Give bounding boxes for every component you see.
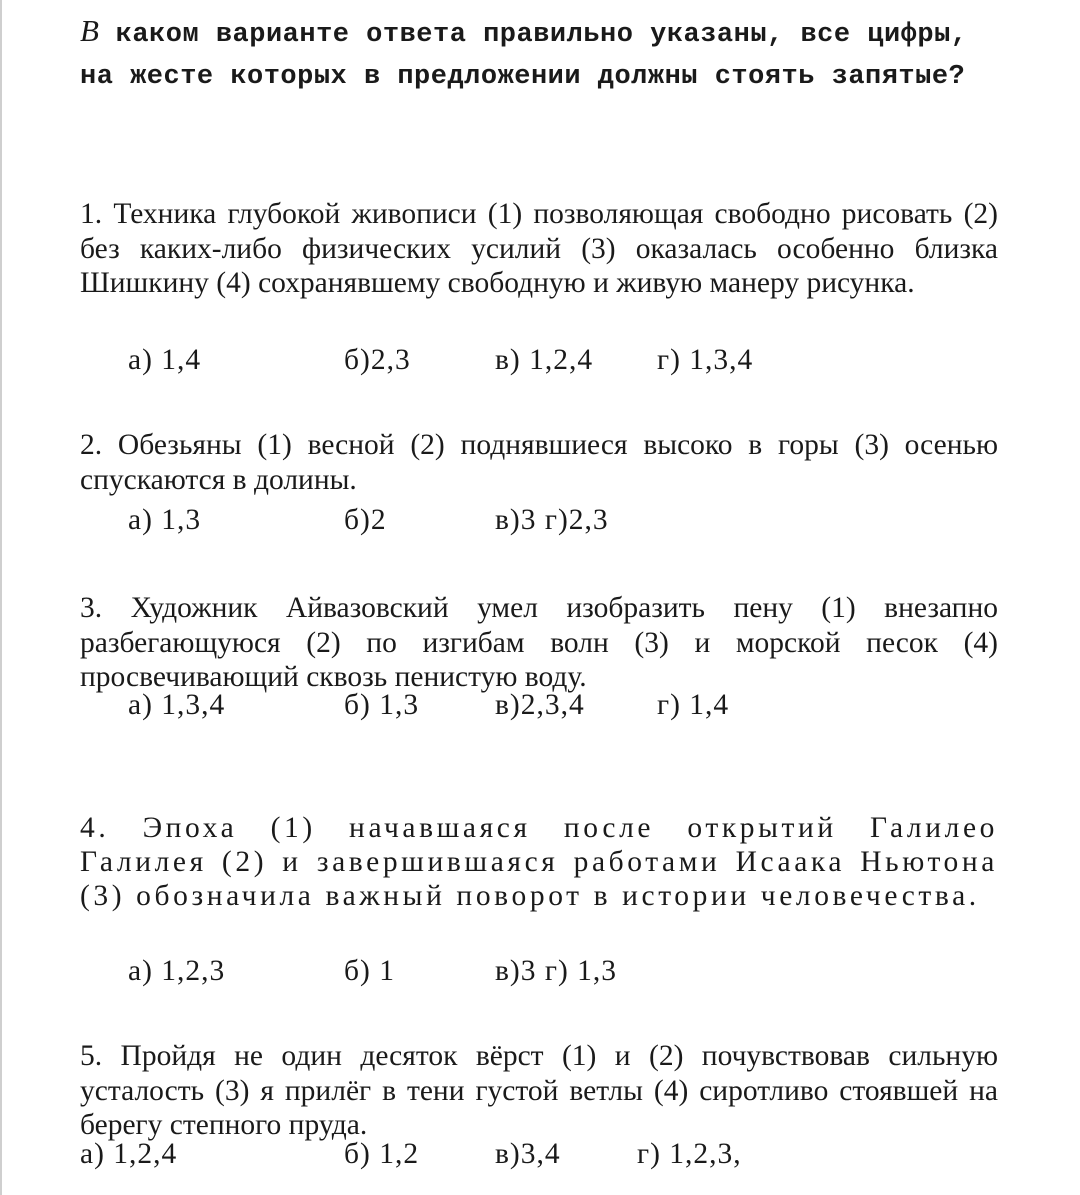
item-1-text: 1. Техника глубокой живописи (1) позволяющая свободно рисовать (2) без каких-либо физических усилий (3) оказалась особенно близка Шишкину (4) сохранявшему свободную и живую манеру рисунка. xyxy=(80,198,998,299)
page-edge-rule xyxy=(0,0,2,1195)
item-2-options xyxy=(0,502,1080,538)
item-1-option-b: б)2,3 xyxy=(344,344,411,376)
item-3-option-c: в)2,3,4 xyxy=(495,689,585,721)
item-2-option-b: б)2 xyxy=(344,504,387,536)
item-1-option-a: а) 1,4 xyxy=(128,344,202,376)
question-lead-letter: В xyxy=(80,13,99,48)
item-4-option-b: б) 1 xyxy=(344,955,395,987)
item-1-option-c: в) 1,2,4 xyxy=(495,344,594,376)
item-4-options xyxy=(0,953,1080,989)
item-1-option-d: г) 1,3,4 xyxy=(657,344,754,376)
item-4-text: 4. Эпоха (1) начавшаяся после открытий Галилео Галилея (2) и завершившаяся работами Исаака Ньютона (3) обозначила важный поворот в истории человечества. xyxy=(80,812,998,912)
item-5-option-a: а) 1,2,4 xyxy=(80,1138,178,1170)
item-2-text: 2. Обезьяны (1) весной (2) поднявшиеся высоко в горы (3) осенью спускаются в долины. xyxy=(80,429,998,496)
item-1-options xyxy=(0,342,1080,378)
item-4-option-cd: в)3 г) 1,3 xyxy=(495,955,618,987)
item-5-text: 5. Пройдя не один десяток вёрст (1) и (2) почувствовав сильную усталость (3) я прилёг в тени густой ветлы (4) сиротливо стоявшей на берегу степного пруда. xyxy=(80,1040,998,1141)
item-2-option-cd: в)3 г)2,3 xyxy=(495,504,609,536)
item-5-option-d: г) 1,2,3, xyxy=(637,1138,742,1170)
question-text: каком варианте ответа правильно указаны, все цифры, на жесте которых в предложении должны стоять запятые? xyxy=(80,20,968,92)
item-3-option-d: г) 1,4 xyxy=(657,689,730,721)
item-5-option-c: в)3,4 xyxy=(495,1138,561,1170)
item-3-options xyxy=(0,687,1080,723)
item-3-text: 3. Художник Айвазовский умел изобразить пену (1) внезапно разбегающуюся (2) по изгибам волн (3) и морской песок (4) просвечивающий сквозь пенистую воду. xyxy=(80,592,998,693)
item-2-option-a: а) 1,3 xyxy=(128,504,202,536)
item-3-option-b: б) 1,3 xyxy=(344,689,420,721)
question-heading xyxy=(80,10,1010,98)
item-3-option-a: а) 1,3,4 xyxy=(128,689,226,721)
item-4-option-a: а) 1,2,3 xyxy=(128,955,226,987)
item-5-option-b: б) 1,2 xyxy=(344,1138,420,1170)
item-5-options xyxy=(0,1136,1080,1172)
